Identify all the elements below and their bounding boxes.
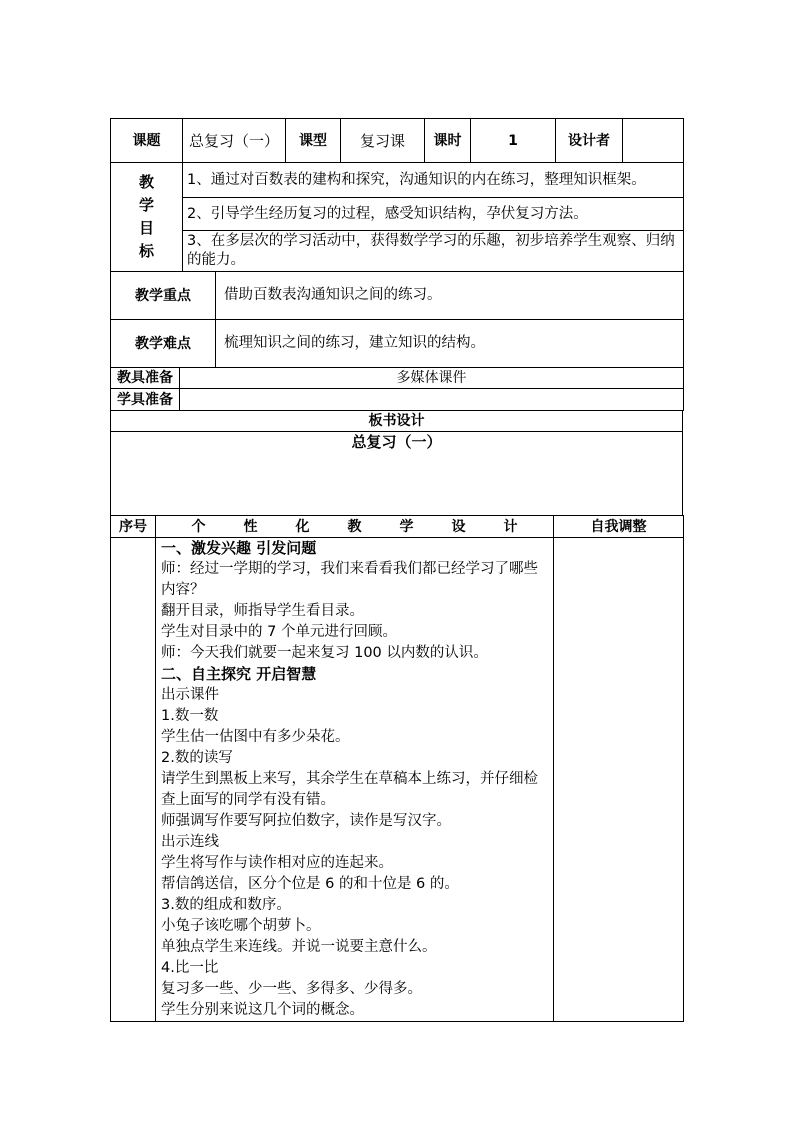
type-label: 课型 (286, 119, 341, 163)
design-heading-char: 教 (347, 518, 362, 535)
objective-item-3: 3、在多层次的学习活动中，获得数学学习的乐趣，初步培养学生观察、归纳的能力。 (183, 231, 684, 272)
section-title: 一、激发兴趣 引发问题 (161, 539, 317, 557)
design-heading-char: 设 (451, 518, 466, 535)
objectives-label-char: 教 (138, 173, 154, 191)
content-line: 学生将写作与读作相对应的连起来。 (161, 855, 393, 871)
design-heading-char: 个 (191, 518, 206, 535)
topic-label: 课题 (111, 119, 183, 163)
objective-item-2: 2、引导学生经历复习的过程，感受知识结构，孕伏复习方法。 (183, 198, 684, 231)
objectives-label-char: 目 (138, 219, 154, 237)
board-label: 板书设计 (111, 411, 683, 432)
seq-label: 序号 (111, 516, 156, 538)
adjust-label: 自我调整 (554, 516, 684, 538)
topic-value: 总复习（一） (183, 119, 286, 163)
content-line: 3.数的组成和数序。 (161, 897, 291, 913)
content-line: 师强调写作要写阿拉伯数字，读作是写汉字。 (161, 813, 451, 829)
objectives-table (110, 162, 684, 272)
key-point-label: 教学重点 (111, 272, 216, 320)
hours-label: 课时 (425, 119, 471, 163)
design-heading-char: 性 (243, 518, 258, 535)
type-value: 复习课 (341, 119, 425, 163)
content-line: 出示课件 (161, 687, 219, 703)
content-line: 学生估一估图中有多少朵花。 (161, 729, 350, 745)
content-line: 单独点学生来连线。并说一说要主意什么。 (161, 939, 437, 955)
section-title: 二、自主探究 开启智慧 (161, 665, 317, 683)
student-tools-value (180, 389, 684, 411)
key-table (110, 271, 684, 368)
content-line: 复习多一些、少一些、多得多、少得多。 (161, 981, 422, 997)
board-table (110, 410, 683, 516)
designer-label: 设计者 (556, 119, 623, 163)
tools-table (110, 367, 684, 411)
objectives-label (111, 163, 183, 272)
content-line: 帮信鸽送信，区分个位是 6 的和十位是 6 的。 (161, 876, 459, 892)
objective-item-1: 1、通过对百数表的建构和探究，沟通知识的内在练习，整理知识框架。 (183, 163, 684, 198)
design-heading-char: 化 (295, 518, 310, 535)
design-table (110, 515, 684, 1022)
objectives-label-char: 标 (138, 242, 154, 260)
content-line: 小兔子该吃哪个胡萝卜。 (161, 918, 321, 934)
design-content (156, 538, 554, 1022)
content-line: 2.数的读写 (161, 750, 233, 766)
content-line: 师：今天我们就要一起来复习 100 以内数的认识。 (161, 645, 488, 661)
designer-value (623, 119, 684, 163)
content-line: 学生分别来说这几个词的概念。 (161, 1002, 364, 1018)
content-line: 翻开目录，师指导学生看目录。 (161, 603, 364, 619)
content-line: 师：经过一学期的学习，我们来看看我们都已经学习了哪些内容？ (161, 561, 538, 598)
design-heading-char: 学 (399, 518, 414, 535)
difficulty-value: 梳理知识之间的练习，建立知识的结构。 (216, 320, 684, 368)
tools-value: 多媒体课件 (180, 368, 684, 389)
board-title: 总复习（一） (111, 432, 683, 516)
objectives-label-char: 学 (138, 196, 154, 214)
hours-value: 1 (471, 119, 556, 163)
content-line: 出示连线 (161, 834, 219, 850)
content-line: 1.数一数 (161, 708, 219, 724)
adjust-column (554, 538, 684, 1022)
tools-label: 教具准备 (111, 368, 180, 389)
header-table (110, 118, 684, 163)
content-line: 请学生到黑板上来写，其余学生在草稿本上练习，并仔细检查上面写的同学有没有错。 (161, 771, 538, 808)
lesson-plan-page (110, 118, 683, 1022)
design-heading (156, 516, 554, 538)
student-tools-label: 学具准备 (111, 389, 180, 411)
key-point-value: 借助百数表沟通知识之间的练习。 (216, 272, 684, 320)
content-line: 4.比一比 (161, 960, 219, 976)
seq-column (111, 538, 156, 1022)
content-line: 学生对目录中的 7 个单元进行回顾。 (161, 624, 397, 640)
design-heading-char: 计 (503, 518, 518, 535)
difficulty-label: 教学难点 (111, 320, 216, 368)
